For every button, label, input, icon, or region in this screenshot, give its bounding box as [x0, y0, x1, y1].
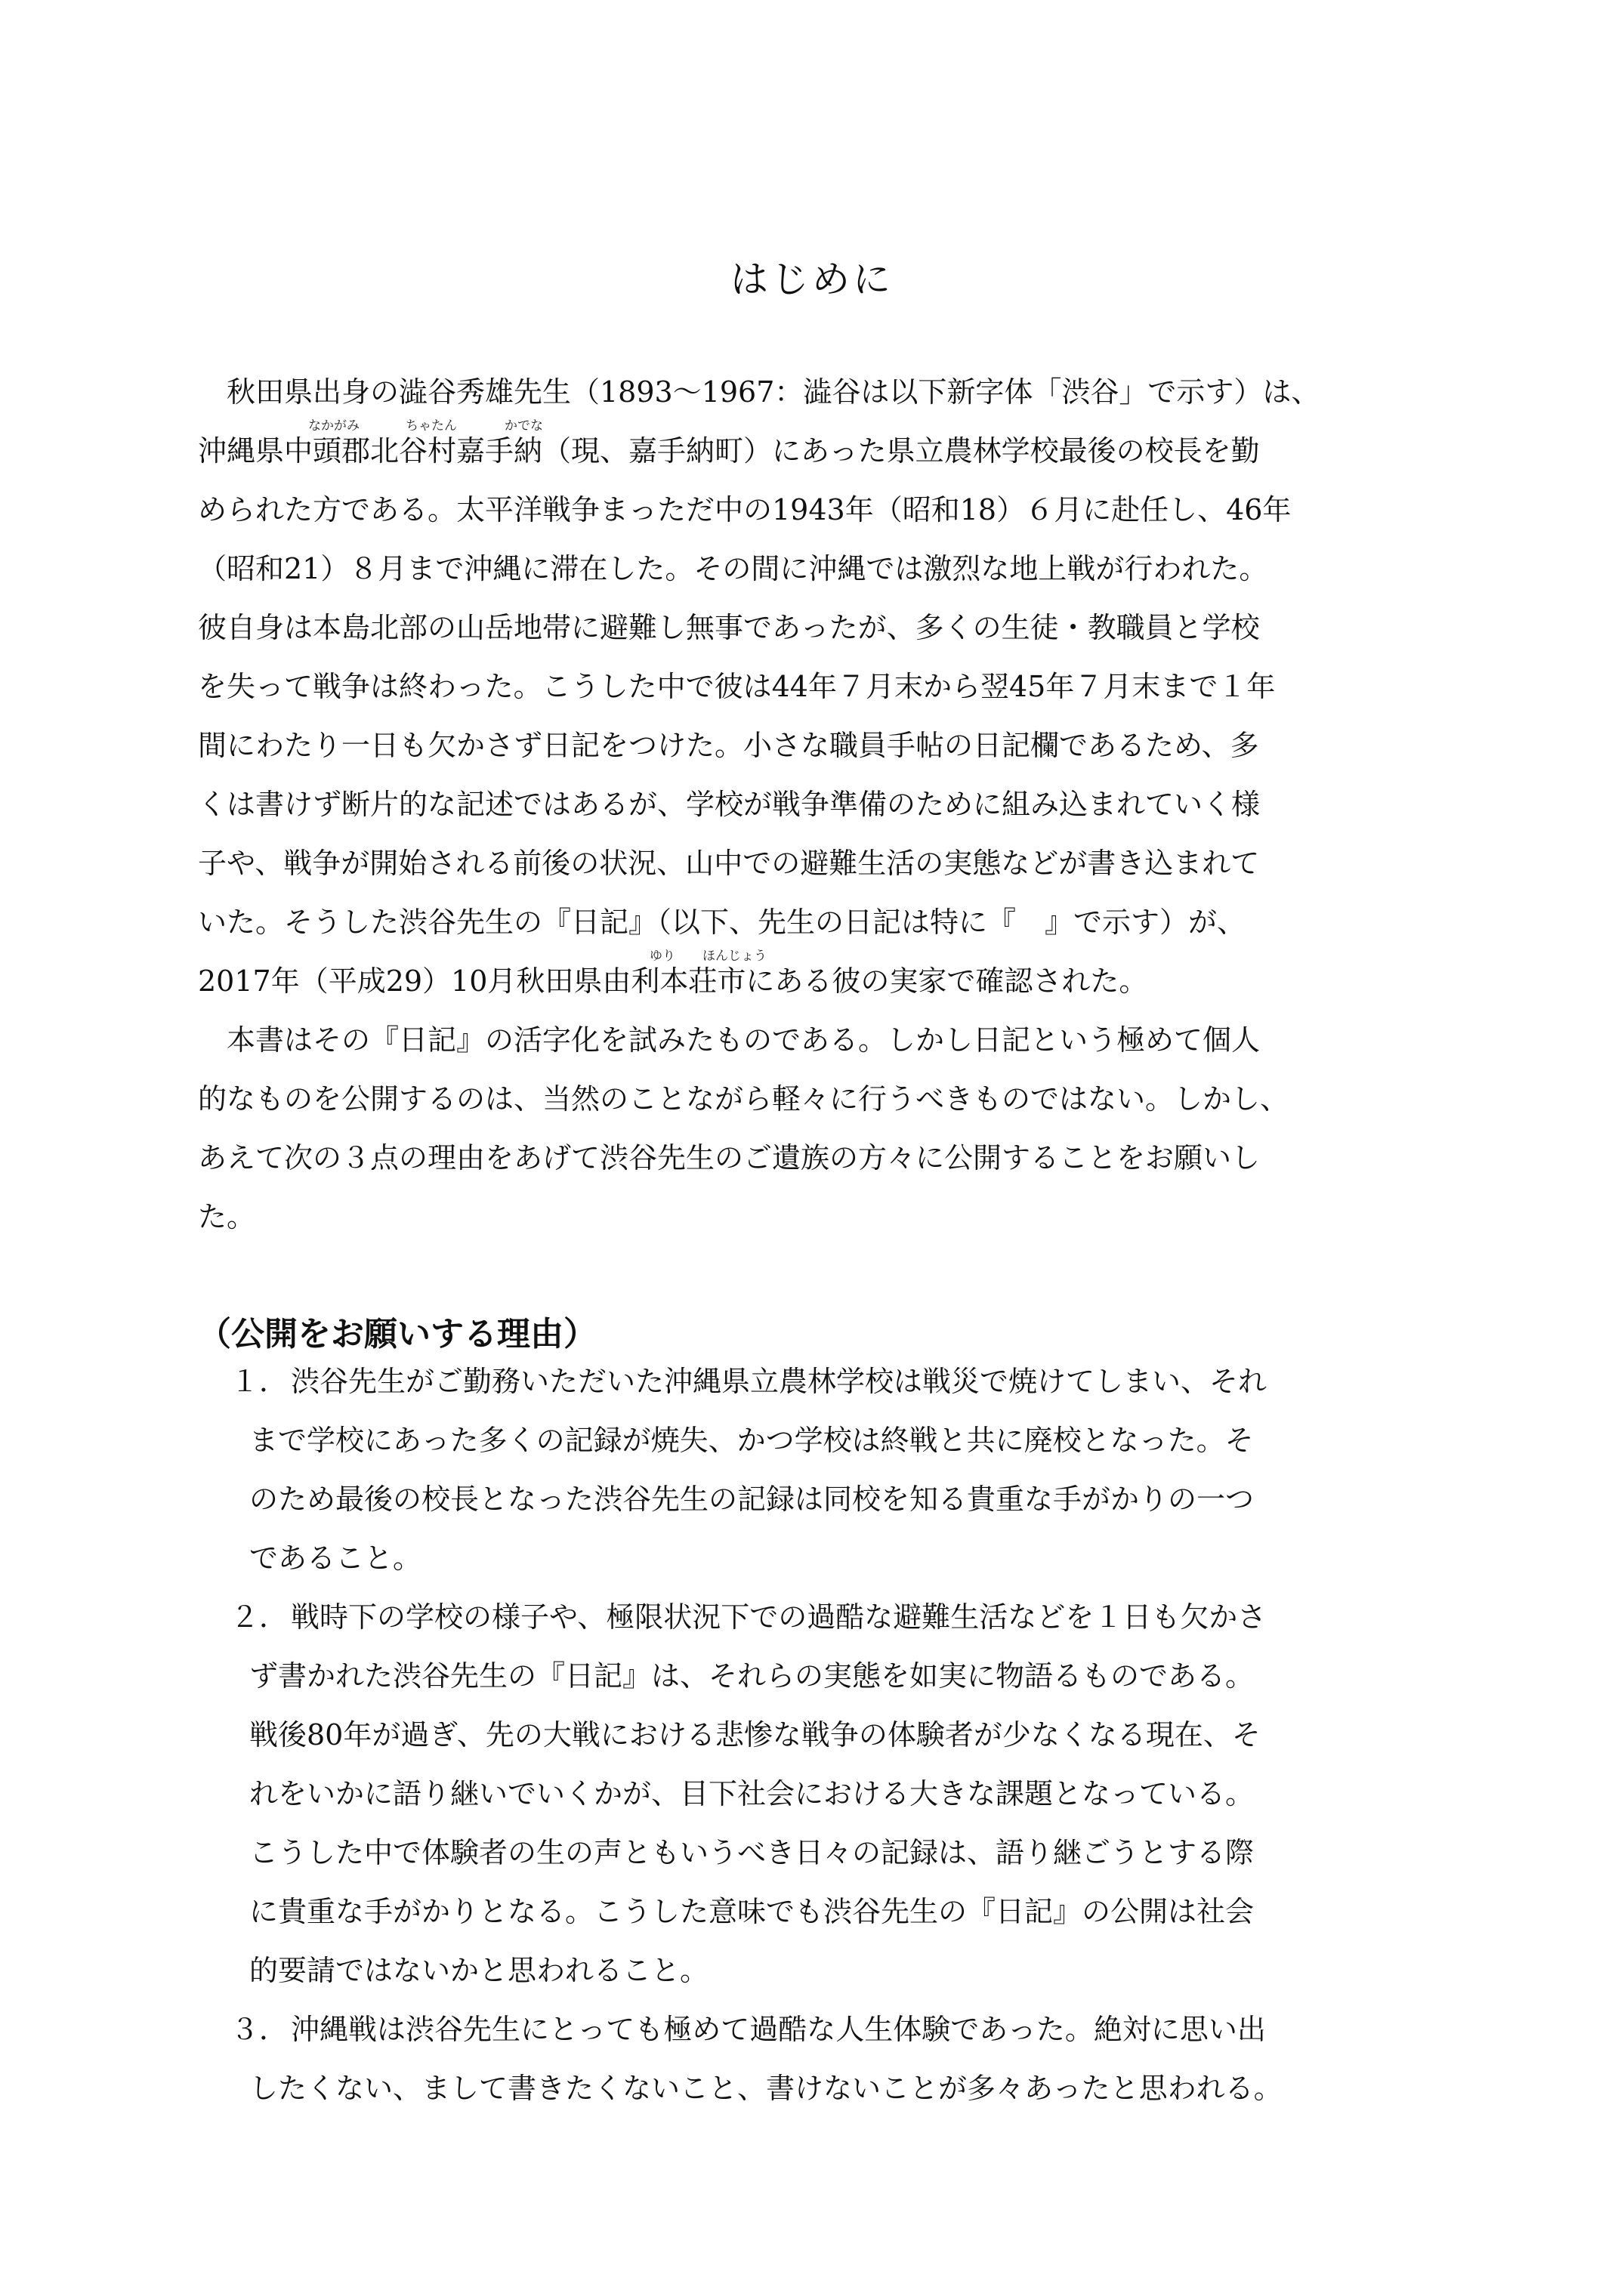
ruby-honjo: ほんじょう — [702, 949, 767, 964]
page-title: はじめに — [730, 258, 894, 301]
reason-line: 渋谷先生がご勤務いただいた沖縄県立農林学校は戦災で焼けてしまい、それ — [291, 1365, 1267, 1398]
reason-line: 戦後80年が過ぎ、先の大戦における悲惨な戦争の体験者が少なくなる現在、そ — [249, 1718, 1261, 1751]
intro-line: あえて次の３点の理由をあげて渋谷先生のご遺族の方々に公開することをお願いし — [198, 1141, 1261, 1174]
intro-line: 子や、戦争が開始される前後の状況、山中での避難生活の実態などが書き込まれて — [198, 847, 1260, 880]
reason-number: ２． — [230, 1600, 289, 1634]
intro-line: 本書はその『日記』の活字化を試みたものである。しかし日記という極めて個人 — [198, 1023, 1261, 1057]
intro-line: められた方である。太平洋戦争まっただ中の1943年（昭和18）６月に赴任し、46年 — [198, 493, 1292, 526]
reason-line: 沖縄戦は渋谷先生にとっても極めて過酷な人生体験であった。絶対に思い出 — [291, 2013, 1266, 2046]
intro-line: 秋田県出身の澁谷秀雄先生（1893〜1967：澁谷は以下新字体「渋谷」で示す）は、 — [198, 375, 1320, 409]
intro-line: いた。そうした渋谷先生の『日記』（以下、先生の日記は特に『 』で示す）が、 — [198, 906, 1246, 939]
reason-line: であること。 — [249, 1542, 422, 1575]
intro-line: を失って戦争は終わった。こうした中で彼は44年７月末から翌45年７月末まで１年 — [198, 670, 1276, 703]
reason-number: １． — [230, 1365, 289, 1398]
intro-line: 的なものを公開するのは、当然のことながら軽々に行うべきものではない。しかし、 — [198, 1082, 1289, 1116]
ruby-nakagami: なかがみ — [308, 418, 360, 434]
intro-line: 彼自身は本島北部の山岳地帯に避難し無事であったが、多くの生徒・教職員と学校 — [198, 611, 1260, 644]
reason-line: ず書かれた渋谷先生の『日記』は、それらの実態を如実に物語るものである。 — [249, 1659, 1255, 1693]
reason-line: こうした中で体験者の生の声ともいうべき日々の記録は、語り継ごうとする際 — [249, 1836, 1255, 1869]
reason-line: に貴重な手がかりとなる。こうした意味でも渋谷先生の『日記』の公開は社会 — [249, 1895, 1255, 1928]
reason-line: れをいかに語り継いでいくかが、目下社会における大きな課題となっている。 — [249, 1777, 1255, 1810]
ruby-kadena: かでな — [505, 418, 543, 434]
reason-line: 戦時下の学校の様子や、極限状況下での過酷な避難生活などを１日も欠かさ — [291, 1600, 1267, 1634]
intro-line: くは書けず断片的な記述ではあるが、学校が戦争準備のために組み込まれていく様 — [198, 788, 1261, 821]
reason-line: 的要請ではないかと思われること。 — [249, 1954, 709, 1987]
intro-line: た。 — [198, 1200, 256, 1233]
intro-line: 2017年（平成29）10月秋田県由利本荘市にある彼の実家で確認された。 — [198, 964, 1148, 998]
reason-number: ３． — [230, 2013, 289, 2046]
intro-line: 沖縄県中頭郡北谷村嘉手納（現、嘉手納町）にあった県立農林学校最後の校長を勤 — [198, 434, 1260, 468]
intro-line: （昭和21）８月まで沖縄に滞在した。その間に沖縄では激烈な地上戦が行われた。 — [198, 552, 1268, 585]
reason-line: まで学校にあった多くの記録が焼失、かつ学校は終戦と共に廃校となった。そ — [249, 1424, 1254, 1457]
ruby-chatan: ちゃたん — [406, 418, 457, 434]
reason-line: したくない、まして書きたくないこと、書けないことが多々あったと思われる。 — [249, 2072, 1283, 2105]
ruby-yuri: ゆり — [650, 949, 675, 964]
reason-line: のため最後の校長となった渋谷先生の記録は同校を知る貴重な手がかりの一つ — [249, 1483, 1255, 1516]
intro-line: 間にわたり一日も欠かさず日記をつけた。小さな職員手帖の日記欄であるため、多 — [198, 729, 1259, 762]
section-heading: （公開をお願いする理由） — [198, 1315, 597, 1353]
